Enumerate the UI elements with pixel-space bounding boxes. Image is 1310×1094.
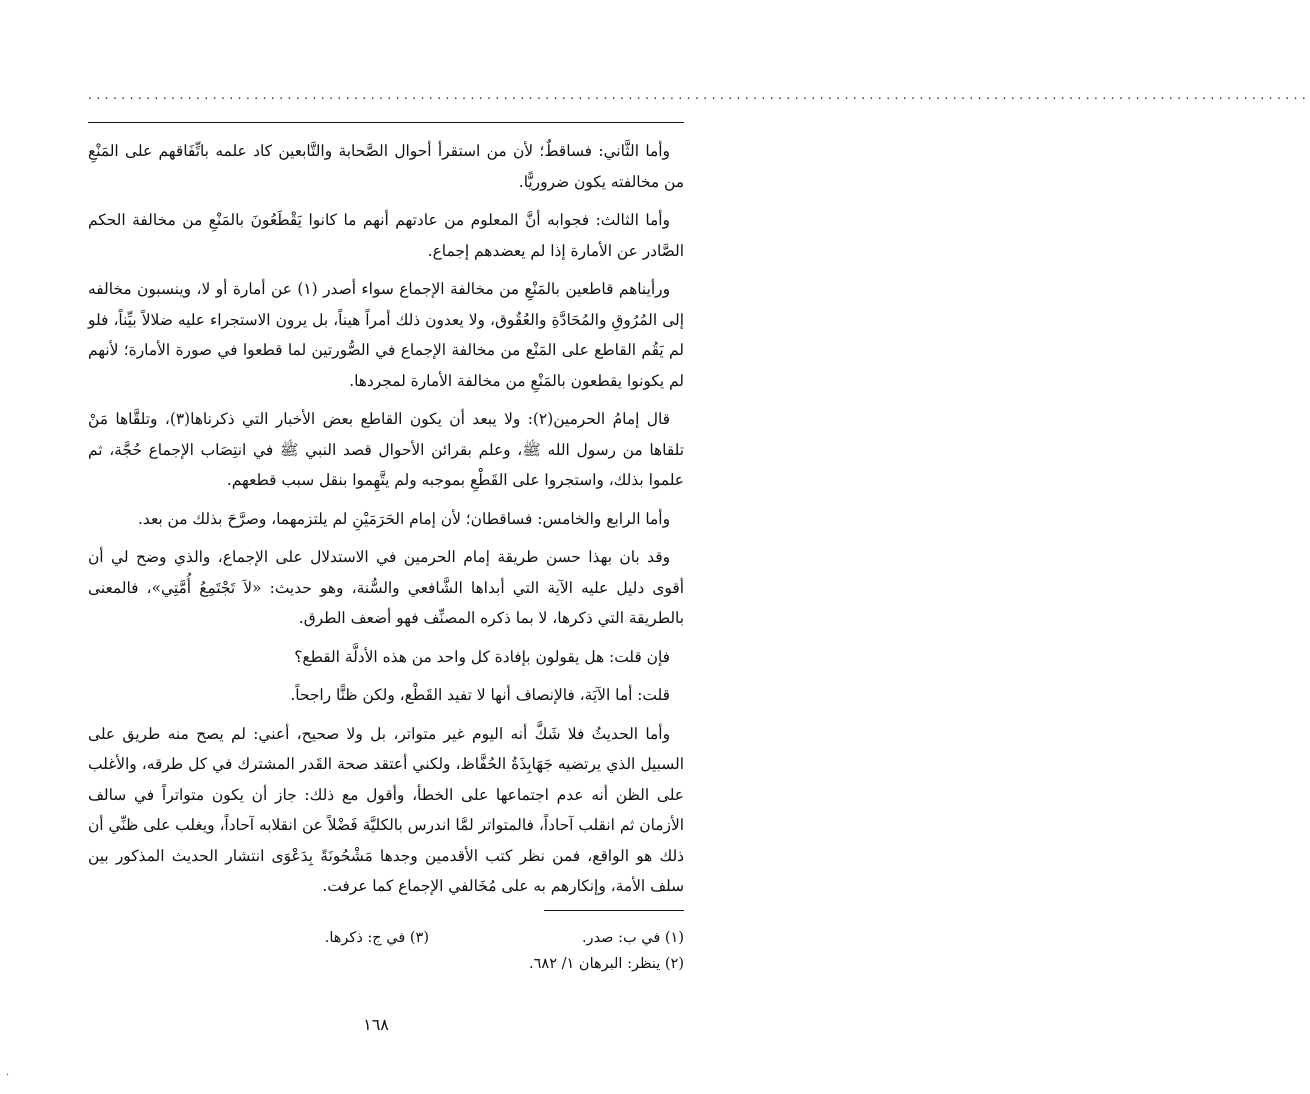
header-rule (88, 122, 684, 123)
footnote-2: (٢) ينظر: البرهان ١/ ٦٨٢. (529, 956, 684, 972)
paragraph: وأما الرابع والخامس: فساقطان؛ لأن إمام الحَرَمَيْنِ لم يلتزمهما، وصرَّحَ بذلك من بعد. (137, 509, 670, 528)
paragraph: قلت: أما الآيَة، فالإنصاف أنها لا تفيد القَطْع، ولكن ظنًّا راجحاً. (290, 686, 670, 704)
paragraph: وأما الثَّاني: فساقطٌ؛ لأن من استقرأ أحوال الصَّحابة والتَّابعين كاد علمه باتِّفَاقهم على المَنْعِ من مخالفته يكون ضروريًّا. (88, 142, 684, 191)
paragraph: فإن قلت: هل يقولون بإفادة كل واحد من هذه الأدلَّة القطع؟ (294, 647, 670, 666)
footnote-1: (١) في ب: صدر. (581, 930, 684, 946)
footnotes (88, 925, 684, 977)
paragraph: ورأيناهم قاطعين بالمَنْعِ من مخالفة الإجماع سواء أصدر (١) عن أمارة أو لا، وينسبون مخالفه إلى المُرُوقِ والمُحَادَّةِ والعُقُوق، ولا يعدون ذلك أمراً هيناً، بل يرون الاستجراء عليه ضلالاً بيِّناً، فلو لم يَقُم القاطع على المَنْع من مخالفة الإجماع في الصُّورتين لما قطعوا في صورة الأمارة؛ لأنهم لم يكونوا يقطعون بالمَنْعِ من مخالفة الأمارة لمجردها. (88, 280, 684, 390)
paragraph: وأما الثالث: فجوابه أنَّ المعلوم من عادتهم أنهم ما كانوا يَقْطَعُونَ بالمَنْعِ من مخالفة الحكم الصَّادر عن الأمارة إذا لم يعضدهم إجماع. (88, 211, 684, 260)
footnote-row (88, 925, 684, 951)
footnote-separator (544, 910, 684, 911)
paragraph: وقد بان بهذا حسن طريقة إمام الحرمين في الاستدلال على الإجماع، والذي وضح لي أن أقوى دليل عليه الآية التي أبداها الشَّافعي والسُّنة، وهو حديث: «لاَ تَجْتَمِعُ أُمَّتِي»، فالمعنى بالطريقة التي ذكرها، لا بما ذكره المصنِّف فهو أضعف الطرق. (88, 548, 684, 627)
header-dotted-rule: ................................................................................................................................................... (88, 88, 1310, 102)
main-text (88, 136, 684, 910)
page-number: ١٦٨ (363, 1015, 389, 1034)
paragraph: قال إمامُ الحرمين(٢): ولا يبعد أن يكون القاطع بعض الأخبار التي ذكرناها(٣)، وتلقَّاها مَنْ تلقاها من رسول الله ﷺ، وعلم بقرائن الأحوال قصد النبي ﷺ في انتِصَاب الإجماع حُجَّة، ثم علموا بذلك، واستجروا على القَطْعِ بموجبه ولم يتَّهِموا بنقل سبب قطعهم. (88, 410, 684, 489)
paragraph: وأما الحديثُ فلا شَكَّ أنه اليوم غير متواتر، بل ولا صحيح، أعني: لم يصح منه طريق على السبيل الذي يرتضيه جَهَابِذَةُ الحُفَّاظ، ولكني أعتقد صحة القَدر المشترك في كل طرقه، والأغلب على الظن أنه عدم اجتماعها على الخطأ، وأقول مع ذلك: جاز أن يكون متواتراً في سالف الأزمان ثم انقلب آحاداً، فالمتواتر لمَّا اندرس بالكليَّة فَضْلاً عن انقلابه آحاداً، ويغلب على ظنِّي أن ذلك هو الواقع، فمن نظر كتب الأقدمين وجدها مَشْحُونَةً بِدَعْوَى انتشار الحديث المذكور بين سلف الأمة، وإنكارهم به على مُخَالفي الإجماع كما عرفت. (88, 724, 684, 895)
margin-mark: · (6, 1070, 10, 1081)
footnote-3: (٣) في ج: ذكرها. (324, 930, 429, 946)
footnote-row (88, 951, 684, 977)
